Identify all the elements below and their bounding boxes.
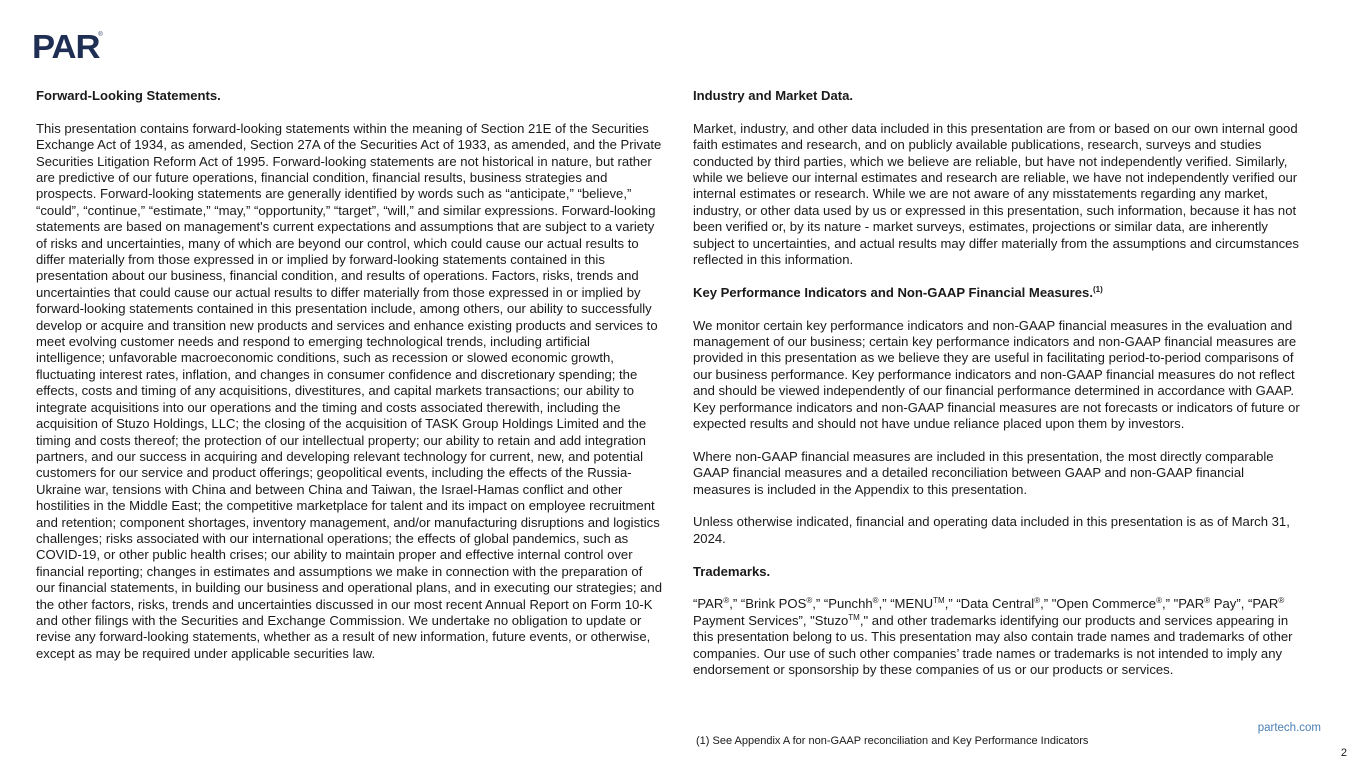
trademarks-heading: Trademarks. [693,563,771,579]
forward-looking-body: This presentation contains forward-looking statements within the meaning of Section 21E of the Securities Exchange Act of 1934, as amended, Section 27A of the Securities Act of 1933, as amended, and the Private Securities Litigation Reform Act of 1995. Forward-looking statements are not historical in nature, but rather are predictive of our future operations, financial condition, financial results, business strategies and prospects. Forward-looking statements are generally identified by words such as “anticipate,” “believe,” “could”, “continue,” “estimate,” “may,” “opportunity,” “target”, “will,” and similar expressions. Forward-looking statements are based on management's current expectations and assumptions that are subject to a variety of risks and uncertainties, many of which are beyond our control, which could cause our actual results to differ materially from those expressed in or implied by forward-looking statements contained in this presentation about our business, financial condition, and results of operations. Factors, risks, trends and uncertainties that could cause our actual results to differ materially from those expressed in or implied by forward-looking statements contained in this presentation include, among others, our ability to successfully develop or acquire and transition new products and services and enhance existing products and services to meet evolving customer needs and respond to emerging technological trends, including artificial intelligence; unfavorable macroeconomic conditions, such as recession or slowed economic growth, fluctuating interest rates, inflation, and changes in consumer confidence and discretionary spending; the effects, costs and timing of any acquisitions, divestitures, and capital markets transactions; our ability to integrate acquisitions into our operations and the timing and costs associated therewith, including the acquisition of Stuzo Holdings, LLC; the closing of the acquisition of TASK Group Holdings Limited and the timing and costs thereof; the protection of our intellectual property; our ability to retain and add integration partners, and our success in acquiring and developing relevant technology for current, new, and potential customers for our service and product offerings; geopolitical events, including the effects of the Russia-Ukraine war, tensions with China and between China and Taiwan, the Israel-Hamas conflict and other hostilities in the Middle East; the competitive marketplace for talent and its impact on employee recruitment and retention; component shortages, inventory management, and/or manufacturing disruptions and logistics challenges; risks associated with our international operations; the effects of global pandemics, such as COVID-19, or other public health crises; our ability to maintain proper and effective internal control over financial reporting; changes in estimates and assumptions we make in connection with the preparation of our financial statements, in building our business and operational plans, and in executing our strategies; and the other factors, risks, trends and uncertainties discussed in our most recent Annual Report on Form 10-K and other filings with the Securities and Exchange Commission. We undertake no obligation to update or revise any forward-looking statements, whether as a result of new information, future events, or otherwise, except as may be required under applicable securities law. [36,120,662,661]
logo-registered-mark: ® [98,32,103,38]
industry-body: Market, industry, and other data included in this presentation are from or based on our own internal good faith estimates and research, and on publicly available publications, research, surveys and studies conducted by third parties, which we believe are reliable, but have not independently verified. Similarly, while we believe our internal estimates and research are reliable, we have not independently verified our internal estimates or research. While we are not aware of any misstatements regarding any market, industry, or other data used by us or expressed in this presentation, such information, because it has not been verified or, by its nature - market surveys, estimates, projections or similar data, are inherently subject to uncertainties, and actual results may differ materially from the assumptions and circumstances reflected in this information. [693,120,1299,268]
trademarks-body: “PAR®,” “Brink POS®,” “Punchh®,” “MENU™,” “Data Central®,” "Open Commerce®,” "PAR® Pay”, “PAR® Payment Services”, "Stuzo™," and other trademarks identifying our products and services appearing in this presentation belong to us. This presentation may also contain trade names and trademarks of other companies. Our use of such other companies’ trade names or trademarks is not intended to imply any endorsement or sponsorship by these companies of us or our products or services. [693,596,1293,678]
page-number: 2 [1340,747,1347,759]
forward-looking-heading: Forward-Looking Statements. [36,88,221,103]
kpi-heading [693,285,1305,301]
logo-text: PAR [32,28,100,65]
kpi-body-3: Unless otherwise indicated, financial and operating data included in this presentation is as of March 31, 2024. [693,514,1290,546]
kpi-heading-text: Key Performance Indicators and Non-GAAP Financial Measures. [693,284,1093,300]
website-link[interactable]: partech.com [1257,722,1321,734]
left-column [36,88,662,662]
kpi-heading-footnote-ref: (1) [1092,284,1103,294]
kpi-body-1: We monitor certain key performance indicators and non-GAAP financial measures in the evaluation and management of our business; certain key performance indicators and non-GAAP financial measures are provided in this presentation as we believe they are useful in facilitating period-to-period comparisons of our business performance. Key performance indicators and non-GAAP financial measures do not reflect and should be viewed independently of our financial performance determined in accordance with GAAP. Key performance indicators and non-GAAP financial measures are not forecasts or indicators of future or expected results and should not have undue reliance placed upon them by investors. [693,317,1300,432]
right-column [693,88,1305,679]
industry-heading: Industry and Market Data. [693,88,854,103]
footnote: (1) See Appendix A for non-GAAP reconciliation and Key Performance Indicators [696,735,1089,747]
par-logo [32,30,103,64]
kpi-body-2: Where non-GAAP financial measures are included in this presentation, the most directly comparable GAAP financial measures and a detailed reconciliation between GAAP and non-GAAP financial measures is included in the Appendix to this presentation. [693,448,1274,497]
